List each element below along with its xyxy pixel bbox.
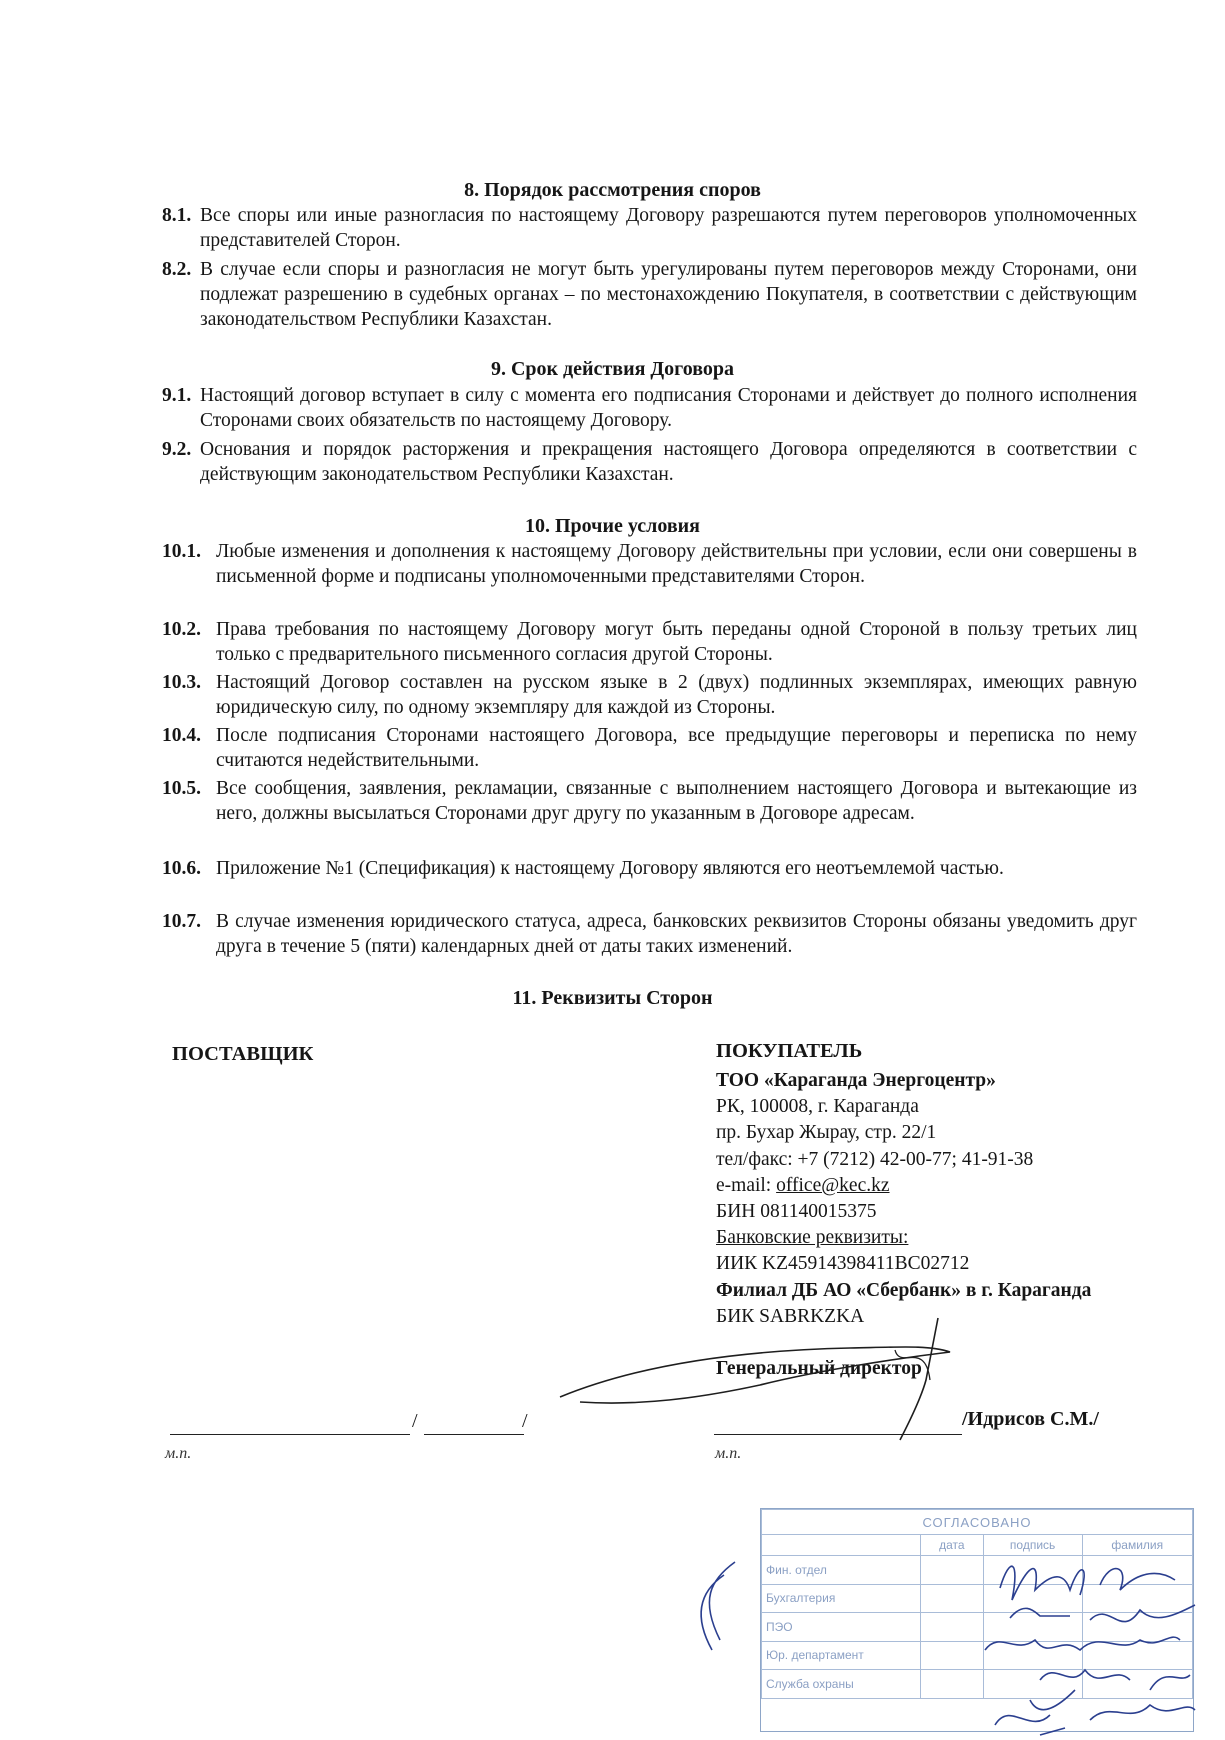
buyer-signer-name: /Идрисов С.М./ [962, 1408, 1099, 1430]
buyer-address-line2: пр. Бухар Жырау, стр. 22/1 [716, 1122, 937, 1144]
approval-row-label: ПЭО [762, 1613, 921, 1642]
clause-number: 10.5. [162, 778, 201, 799]
buyer-stamp-label: м.п. [715, 1445, 742, 1462]
approval-stamp-title: СОГЛАСОВАНО [762, 1510, 1193, 1535]
clause-number: 10.1. [162, 541, 201, 562]
approval-row-label: Фин. отдел [762, 1556, 921, 1585]
clause-number: 9.1. [162, 385, 192, 406]
supplier-stamp-label: м.п. [165, 1445, 192, 1462]
clause-text: Настоящий договор вступает в силу с момента его подписания Сторонами и действует до полного исполнения Сторонами своих обязательств по настоящему Договору. [200, 385, 1137, 431]
clause-number: 10.3. [162, 672, 201, 693]
clause-text: Все сообщения, заявления, рекламации, связанные с выполнением настоящего Договора и вытекающие из него, должны высылаться Сторонами друг другу по указанным в Договоре адресам. [216, 778, 1137, 824]
clause-text: Права требования по настоящему Договору могут быть переданы одной Стороной в пользу третьих лиц только с предварительного письменного согласия другой Стороны. [216, 619, 1137, 665]
email-label: e-mail: [716, 1174, 777, 1196]
buyer-phone: тел/факс: +7 (7212) 42-00-77; 41-91-38 [716, 1148, 1034, 1170]
buyer-company: ТОО «Караганда Энергоцентр» [716, 1070, 996, 1091]
section-8-title: 8. Порядок рассмотрения споров [464, 179, 761, 201]
approval-header-date: дата [921, 1535, 984, 1556]
supplier-slash-end: / [522, 1410, 528, 1432]
clause-text: В случае изменения юридического статуса, адреса, банковских реквизитов Стороны обязаны уведомить друг друга в течение 5 (пяти) календарных дней от даты таких изменений. [216, 911, 1137, 957]
clause-text: Основания и порядок расторжения и прекращения настоящего Договора определяются в соответствии с действующим законодательством Республики Казахстан. [200, 439, 1137, 485]
buyer-bik: БИК SABRKZKA [716, 1305, 865, 1327]
approval-header-signature: подпись [983, 1535, 1082, 1556]
buyer-iik: ИИК KZ45914398411BC02712 [716, 1253, 970, 1275]
clause-number: 10.7. [162, 911, 201, 932]
clause-number: 9.2. [162, 439, 192, 460]
clause-text: Приложение №1 (Спецификация) к настоящему Договору являются его неотъемлемой частью. [216, 858, 1004, 879]
approval-row-label: Бухгалтерия [762, 1584, 921, 1613]
approval-row-label: Юр. департамент [762, 1641, 921, 1670]
supplier-heading: ПОСТАВЩИК [172, 1043, 314, 1065]
approval-header-surname: фамилия [1082, 1535, 1192, 1556]
buyer-heading: ПОКУПАТЕЛЬ [716, 1040, 863, 1062]
buyer-bin: БИН 081140015375 [716, 1201, 877, 1223]
clause-text: В случае если споры и разногласия не могут быть урегулированы путем переговоров между Сторонами, они подлежат разрешению в судебных органах – по местонахождению Покупателя, в соответствии с действующим законодательством Республики Казахстан. [200, 259, 1137, 330]
clause-number: 8.1. [162, 205, 192, 226]
clause-number: 8.2. [162, 259, 192, 280]
approval-row-label: Служба охраны [762, 1670, 921, 1699]
section-9-title: 9. Срок действия Договора [490, 358, 735, 380]
clause-text: Настоящий Договор составлен на русском языке в 2 (двух) подлинных экземплярах, имеющих равную юридическую силу, по одному экземпляру для каждой из Стороны. [216, 672, 1137, 718]
email-link[interactable]: office@kec.kz [776, 1174, 890, 1196]
clause-text: После подписания Сторонами настоящего Договора, все предыдущие переговоры и переписка по нему считаются недействительными. [216, 725, 1137, 771]
clause-number: 10.4. [162, 725, 201, 746]
clause-text: Любые изменения и дополнения к настоящему Договору действительны при условии, если они совершены в письменной форме и подписаны уполномоченными представителями Сторон. [216, 541, 1137, 587]
section-11-title: 11. Реквизиты Сторон [512, 987, 713, 1009]
buyer-address-line1: РК, 100008, г. Караганда [716, 1096, 919, 1118]
buyer-position: Генеральный директор [716, 1358, 922, 1379]
clause-text: Все споры или иные разногласия по настоящему Договору разрешаются путем переговоров уполномоченных представителей Сторон. [200, 205, 1137, 251]
clause-number: 10.2. [162, 619, 201, 640]
buyer-bank: Филиал ДБ АО «Сбербанк» в г. Караганда [716, 1279, 1092, 1301]
clause-number: 10.6. [162, 858, 201, 879]
bank-details-heading: Банковские реквизиты: [716, 1227, 909, 1249]
supplier-slash: / [412, 1410, 418, 1432]
section-10-title: 10. Прочие условия [525, 515, 700, 537]
